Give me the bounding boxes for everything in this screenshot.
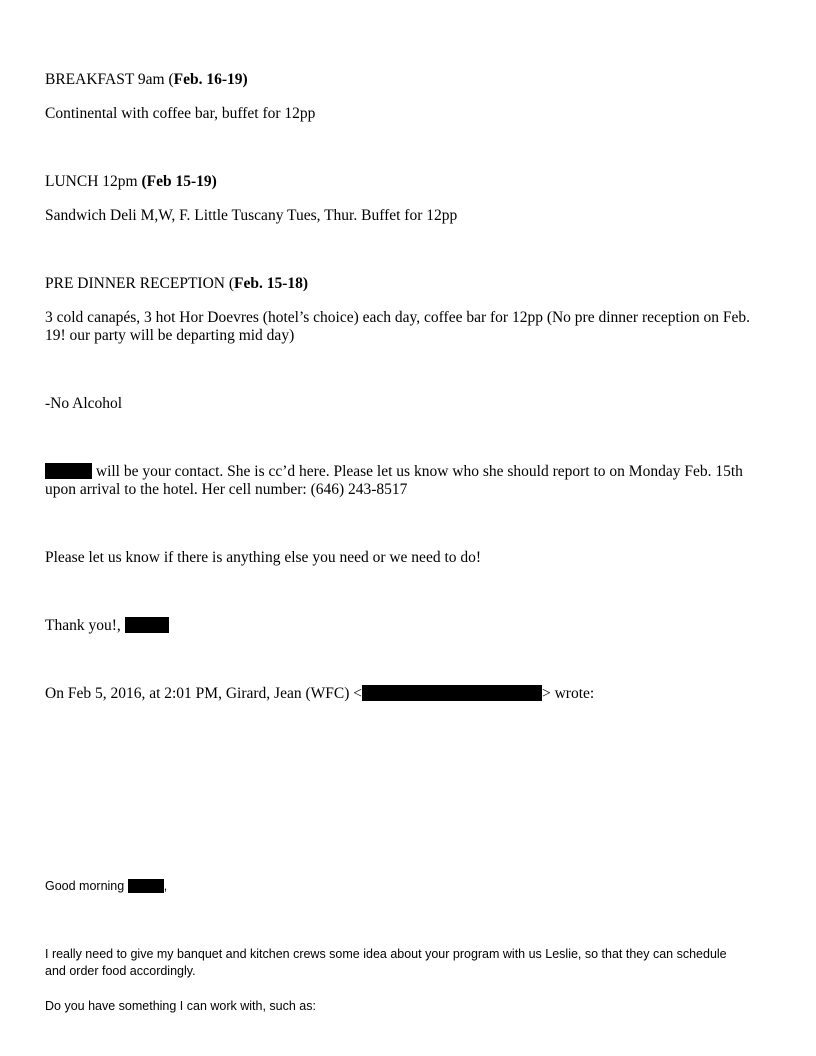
reception-dates: Feb. 15-18)	[234, 275, 309, 292]
lunch-details: Sandwich Deli M,W, F. Little Tuscany Tues, Thur. Buffet for 12pp	[45, 207, 458, 224]
lunch-dates: (Feb 15-19)	[141, 173, 217, 190]
redacted-name	[45, 463, 92, 479]
closing-request: Please let us know if there is anything else you need or we need to do!	[45, 549, 482, 566]
breakfast-details: Continental with coffee bar, buffet for 12pp	[45, 105, 316, 122]
quote-header: On Feb 5, 2016, at 2:01 PM, Girard, Jean (WFC) < > wrote:	[45, 685, 595, 702]
quoted-body: I really need to give my banquet and kitchen crews some idea about your program with us Leslie, so that they can schedule and order food accordingly.	[45, 947, 727, 978]
reception-heading: PRE DINNER RECEPTION (Feb. 15-18)	[45, 275, 309, 292]
quoted-question: Do you have something I can work with, such as:	[45, 999, 316, 1013]
lunch-heading: LUNCH 12pm (Feb 15-19)	[45, 173, 217, 190]
breakfast-dates: Feb. 16-19)	[173, 71, 248, 88]
redacted-greeting-name	[128, 879, 164, 893]
breakfast-heading: BREAKFAST 9am (Feb. 16-19)	[45, 71, 248, 88]
quoted-greeting: Good morning ,	[45, 879, 168, 893]
contact-paragraph: will be your contact. She is cc’d here. Please let us know who she should report to on Monday Feb. 15th upon arrival to the hotel. Her cell number: (646) 243-8517	[45, 463, 743, 498]
thanks-line: Thank you!,	[45, 617, 169, 635]
reception-details: 3 cold canapés, 3 hot Hor Doevres (hotel’s choice) each day, coffee bar for 12pp (No pre dinner reception on Feb. 19! our party will be departing mid day)	[45, 309, 750, 344]
redacted-signature	[125, 617, 169, 633]
redacted-email-address	[362, 685, 542, 701]
no-alcohol-note: -No Alcohol	[45, 395, 123, 412]
